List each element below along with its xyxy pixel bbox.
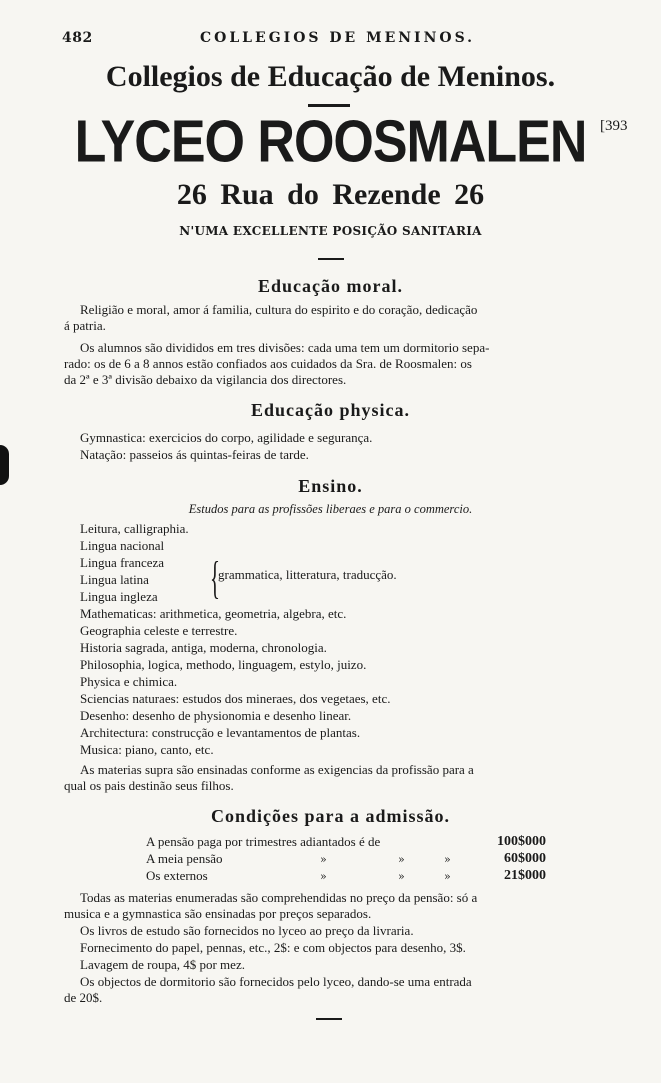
fee-label: A meia pensão <box>146 851 223 866</box>
moral-line: Os alumnos são divididos em tres divisões: cada uma tem um dormitorio sepa- <box>80 340 490 355</box>
languages-note: grammatica, litteratura, traducção. <box>218 567 397 582</box>
fee-value: 100$000 <box>497 834 546 849</box>
fee-value: 21$000 <box>504 868 546 883</box>
subject-line: Sciencias naturaes: estudos dos mineraes, dos vegetaes, etc. <box>80 691 391 706</box>
admission-heading: Condições para a admissão. <box>210 806 451 826</box>
fee-label: Os externos <box>146 868 208 883</box>
subject-line: Philosophia, logica, methodo, linguagem, estylo, juizo. <box>80 657 367 672</box>
teaching-subheading: Estudos para as profissões liberaes e para o commercio. <box>188 502 473 516</box>
footer-divider <box>316 1018 342 1020</box>
reference-number: [393 <box>600 118 628 134</box>
teaching-heading: Ensino. <box>298 476 363 496</box>
subject-line: Historia sagrada, antiga, moderna, chronologia. <box>80 640 327 655</box>
moral-line: á patria. <box>64 318 106 333</box>
languages-brace: { <box>210 552 220 603</box>
moral-heading: Educação moral. <box>258 276 403 296</box>
subject-line: Desenho: desenho de physionomia e desenho linear. <box>80 708 352 723</box>
running-head-title: COLLEGIOS DE MENINOS. <box>200 30 476 46</box>
subject-line: Architectura: construcção e levantamentos de plantas. <box>80 725 361 740</box>
ditto-mark: » <box>444 853 451 866</box>
header-divider <box>318 258 344 260</box>
subject-line: Lingua franceza <box>80 555 165 570</box>
ditto-mark: » <box>320 853 327 866</box>
moral-line: da 2ª e 3ª divisão debaixo da vigilancia dos directores. <box>64 372 347 387</box>
physical-line: Gymnastica: exercicios do corpo, agilidade e segurança. <box>80 430 373 445</box>
teaching-closing: qual os pais destinão seus filhos. <box>64 778 234 793</box>
main-title: Collegios de Educação de Meninos. <box>105 60 556 93</box>
ditto-mark: » <box>320 870 327 883</box>
moral-line: rado: os de 6 a 8 annos estão confiados aos cuidados da Sra. de Roosmalen: os <box>64 356 472 371</box>
teaching-closing: As materias supra são ensinadas conforme as exigencias da profissão para a <box>80 762 474 777</box>
admission-note: Todas as materias enumeradas são comprehendidas no preço da pensão: só a <box>80 890 478 905</box>
subject-line: Lingua nacional <box>80 538 165 553</box>
page-number: 482 <box>62 30 93 46</box>
admission-note: Fornecimento do papel, pennas, etc., 2$: e com objectos para desenho, 3$. <box>80 940 466 955</box>
physical-line: Natação: passeios ás quintas-feiras de tarde. <box>80 447 309 462</box>
moral-line: Religião e moral, amor á familia, cultura do espirito e do coração, dedicação <box>80 302 478 317</box>
physical-heading: Educação physica. <box>250 400 411 420</box>
location-note: N'UMA EXCELLENTE POSIÇÃO SANITARIA <box>179 224 482 238</box>
school-address: 26 Rua do Rezende 26 <box>176 178 485 211</box>
admission-note: Os livros de estudo são fornecidos no lyceo ao preço da livraria. <box>80 923 414 938</box>
admission-note: Lavagem de roupa, 4$ por mez. <box>80 957 245 972</box>
admission-note: Os objectos de dormitorio são fornecidos pelo lyceo, dando-se uma entrada <box>80 974 472 989</box>
school-name: LYCEO ROOSMALEN <box>74 108 587 176</box>
fee-value: 60$000 <box>504 851 546 866</box>
subject-line: Geographia celeste e terrestre. <box>80 623 238 638</box>
subject-line: Mathematicas: arithmetica, geometria, algebra, etc. <box>80 606 347 621</box>
admission-note: musica e a gymnastica são ensinadas por preços separados. <box>64 906 372 921</box>
ditto-mark: » <box>444 870 451 883</box>
ditto-mark: » <box>398 853 405 866</box>
subject-line: Lingua latina <box>80 572 149 587</box>
ditto-mark: » <box>398 870 405 883</box>
subject-line: Lingua ingleza <box>80 589 158 604</box>
subject-line: Physica e chimica. <box>80 674 178 689</box>
admission-note: de 20$. <box>64 990 103 1005</box>
subject-line: Musica: piano, canto, etc. <box>80 742 214 757</box>
fee-label: A pensão paga por trimestres adiantados é de <box>146 834 381 849</box>
subject-line: Leitura, calligraphia. <box>80 521 189 536</box>
